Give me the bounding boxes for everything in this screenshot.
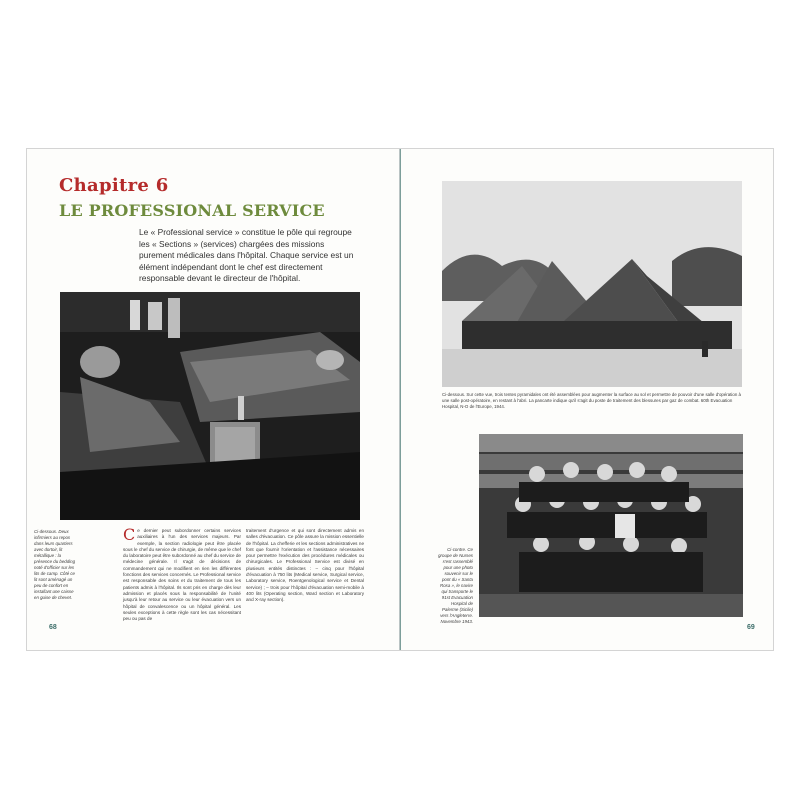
magazine-spread (26, 148, 774, 651)
chapter-number: Chapitre 6 (59, 175, 169, 196)
right-page (401, 149, 774, 650)
photo-hospital-tents (442, 181, 742, 387)
chapter-title: LE PROFESSIONAL SERVICE (59, 201, 325, 220)
body-column-1 (123, 525, 241, 622)
dropcap: C (123, 525, 136, 544)
body-column-1-text: e dernier peut subordonner certains services auxiliaires à l'un des services majeurs. Par exemple, la section radiologie peut être placée sous le chef du service de chirurgie, de même que le chef du laboratoire peut être subordonné au chef du service de médecine générale. Il s'agit de décisions de commandement qui ne modifient en rien les différentes fonctions des services concernés. Le Professional service est responsable des soins et du traitement de tous les patients admis à l'hôpital. Ils sont pris en charge dès leur admission et placés sous la responsabilité de l'unité jusqu'à leur retour au service ou leur évacuation vers un hôpital de convalescence ou un hôpital général. Les seules exceptions à cette règle sont les cas nécessitant peu ou pas de (123, 528, 241, 622)
photo-soldiers-resting (60, 292, 360, 520)
caption-nurses-photo: Ci-contre. Ce groupe de Nurses s'est rassemblé pour une photo souvenir sur le pont du « Santa Rosa », le navire qui transporte le 91st Evacuation Hospital de Palerme (Sicile) vers l'Angleterre. Novembre 1943. (438, 547, 473, 624)
caption-tents-photo: Ci-dessous. Sur cette vue, trois tentes pyramidales ont été assemblées pour augmenter la surface au sol et permettre de pouvoir d'une salle d'opération à une salle post-opératoire, en restant à l'abri. La pancarte indique qu'il s'agit du poste de traitement des blessures par gaz de combat. 60th Evacuation Hospital, N-O de l'Europe, 1944. (442, 392, 741, 409)
page-number-left: 68 (49, 624, 57, 631)
left-page (27, 149, 400, 650)
chapter-intro: Le « Professional service » constitue le pôle qui regroupe les « Sections » (services) chargées des missions purement médicales dans l'hôpital. Chaque service est un élément indépendant dont le chef est directement responsable devant le directeur de l'hôpital. (139, 227, 354, 284)
caption-soldiers-photo: Ci-dessous. Deux infirmiers au repos dans leurs quartiers avec dortoir, lit métallique : la présence du bedding noté d'officier sur les lits de camp. Côté ce lit sont aménagé un peu de confort en installant une caisse en guise de chevet. (34, 529, 76, 600)
page-number-right: 69 (747, 624, 755, 631)
body-column-2: traitement d'urgence et qui sont directement admis en salles d'évacuation. Ce pôle assure la mission essentielle de l'hôpital. La chefferie et les sections administratives ne font que fournir l'orientation et l'assistance nécessaires pour permettre l'exécution des procédures médicales ou chirurgicales. Le Professional Service est divisé en plusieurs entités distinctes : – cinq pour l'hôpital d'évacuation à 750 lits (Medical service, Surgical service, Laboratory service, Roentgenological service et Dental service) ; – trois pour l'hôpital d'évacuation semi-mobile à 400 lits (Operating section, Ward section et Laboratory and X-ray section). (246, 528, 364, 603)
photo-group-of-nurses (479, 434, 743, 617)
